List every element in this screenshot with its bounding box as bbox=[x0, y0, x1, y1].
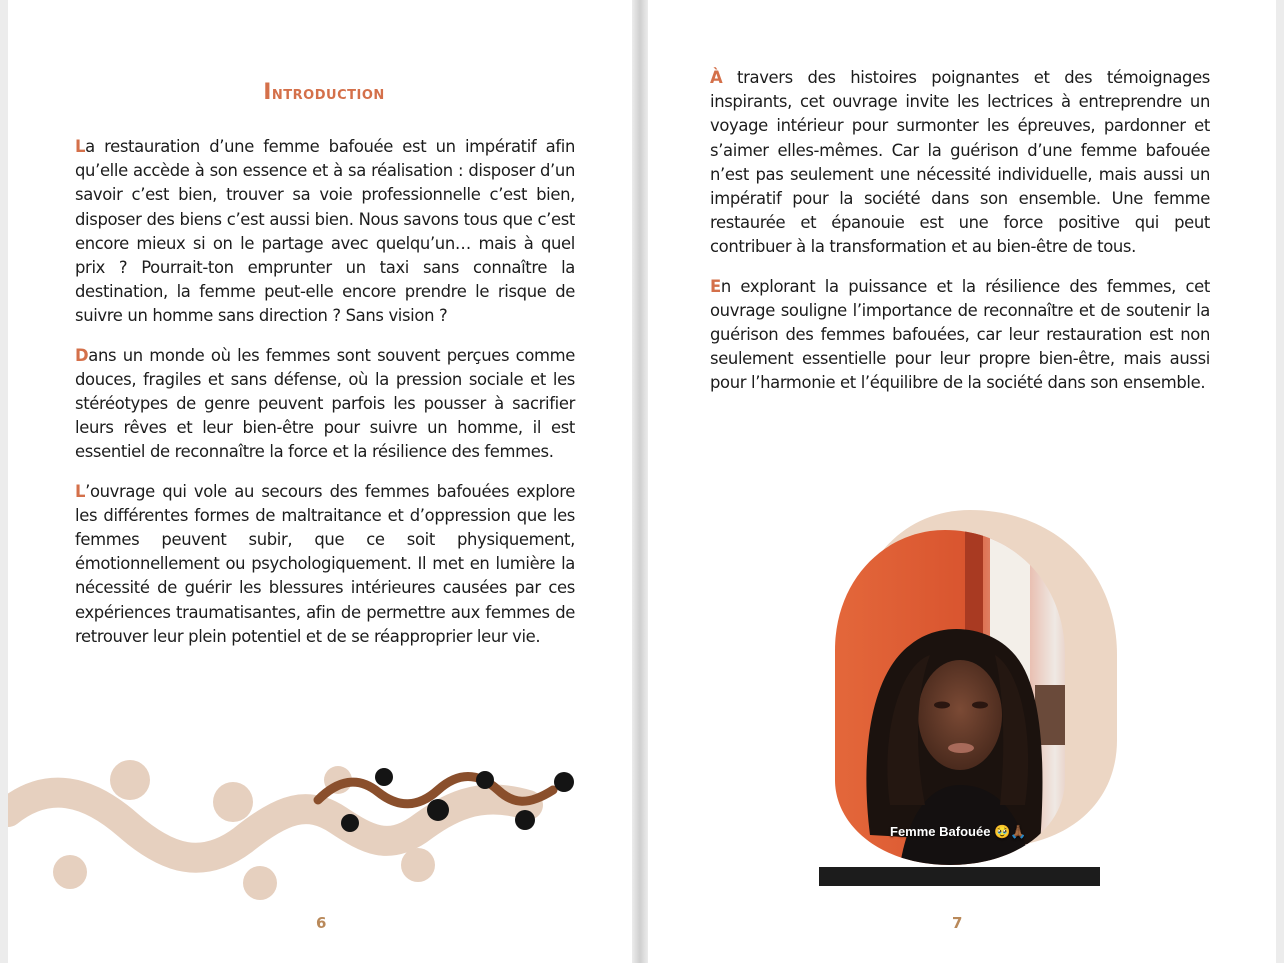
portrait-photo bbox=[830, 505, 1130, 875]
beige-circle bbox=[110, 760, 150, 800]
title-rest: ntroduction bbox=[271, 82, 385, 104]
paragraph bbox=[710, 275, 1210, 396]
black-dot bbox=[554, 772, 574, 792]
black-dot bbox=[427, 799, 449, 821]
right-page bbox=[640, 0, 1276, 963]
beige-circle bbox=[243, 866, 277, 900]
paragraph bbox=[75, 480, 575, 649]
drop-cap: E bbox=[710, 276, 721, 296]
title-initial: I bbox=[263, 80, 272, 105]
page-number: 6 bbox=[316, 914, 327, 932]
paragraph-text: ans un monde où les femmes sont souvent perçues comme douces, fragiles et sans défense, où la pression sociale et les stéréotypes de genre peuvent parfois les pousser à sacrifier leurs rêves et leur bien-être pour suivre un homme, il est essentiel de reconnaître la force et la résilience des femmes. bbox=[75, 345, 575, 462]
beige-circle bbox=[53, 855, 87, 889]
photo-caption: Femme Bafouée 🥹🙏🏾 bbox=[890, 824, 1027, 839]
black-dot bbox=[341, 814, 359, 832]
left-text-block bbox=[75, 135, 575, 664]
photo-bottom-bar bbox=[819, 867, 1100, 886]
right-text-block bbox=[710, 66, 1210, 411]
beige-wave bbox=[8, 793, 528, 858]
paragraph bbox=[710, 66, 1210, 260]
page-gutter-shadow bbox=[640, 0, 648, 963]
drop-cap: L bbox=[75, 481, 86, 501]
decorative-wave-ornament bbox=[8, 750, 640, 900]
left-page bbox=[8, 0, 640, 963]
paragraph-text: n explorant la puissance et la résilience des femmes, cet ouvrage souligne l’importance de reconnaître et de soutenir la guérison des femmes bafouées, car leur restauration est non seulement essentielle pour leur propre bien-être, mais aussi pour l’harmonie et l’équilibre de la société dans son ensemble. bbox=[710, 276, 1210, 393]
beige-circle bbox=[213, 782, 253, 822]
page-number: 7 bbox=[952, 914, 963, 932]
black-dot bbox=[476, 771, 494, 789]
page-title bbox=[8, 80, 640, 105]
drop-cap: D bbox=[75, 345, 89, 365]
beige-circle bbox=[401, 848, 435, 882]
black-dot bbox=[515, 810, 535, 830]
black-dot bbox=[375, 768, 393, 786]
drop-cap: À bbox=[710, 68, 723, 87]
paragraph-text: travers des histoires poignantes et des témoignages inspirants, cet ouvrage invite les lectrices à entreprendre un voyage intérieur pour surmonter les épreuves, pardonner et s’aimer elles-mêmes. Car la guérison d’une femme bafouée n’est pas seulement une nécessité individuelle, mais aussi un impératif pour la société dans son ensemble. Une femme restaurée et épanouie est une force positive qui peut contribuer à la transformation et au bien-être de tous. bbox=[710, 68, 1210, 257]
paragraph bbox=[75, 135, 575, 329]
paragraph-text: a restauration d’une femme bafouée est un impératif afin qu’elle accède à son essence et à sa réalisation : disposer d’un savoir c’est bien, trouver sa voie professionnelle c’est bien, disposer des biens c’est aussi bien. Nous savons tous que c’est encore mieux si on le partage avec quelqu’un… mais à quel prix ? Pourrait-ton emprunter un taxi sans connaître la destination, la femme peut-elle encore prendre le risque de suivre un homme sans direction ? Sans vision ? bbox=[75, 137, 575, 326]
paragraph-text: ’ouvrage qui vole au secours des femmes bafouées explore les différentes formes de maltraitance et d’oppression que les femmes peuvent subir, que ce soit physiquement, émotionnellement ou psychologiquement. Il met en lumière la nécessité de guérir les blessures intérieures causées par ces expériences traumatisantes, afin de permettre aux femmes de retrouver leur plein potentiel et de se réapproprier leur vie. bbox=[75, 481, 575, 646]
paragraph bbox=[75, 344, 575, 465]
drop-cap: L bbox=[75, 137, 86, 156]
